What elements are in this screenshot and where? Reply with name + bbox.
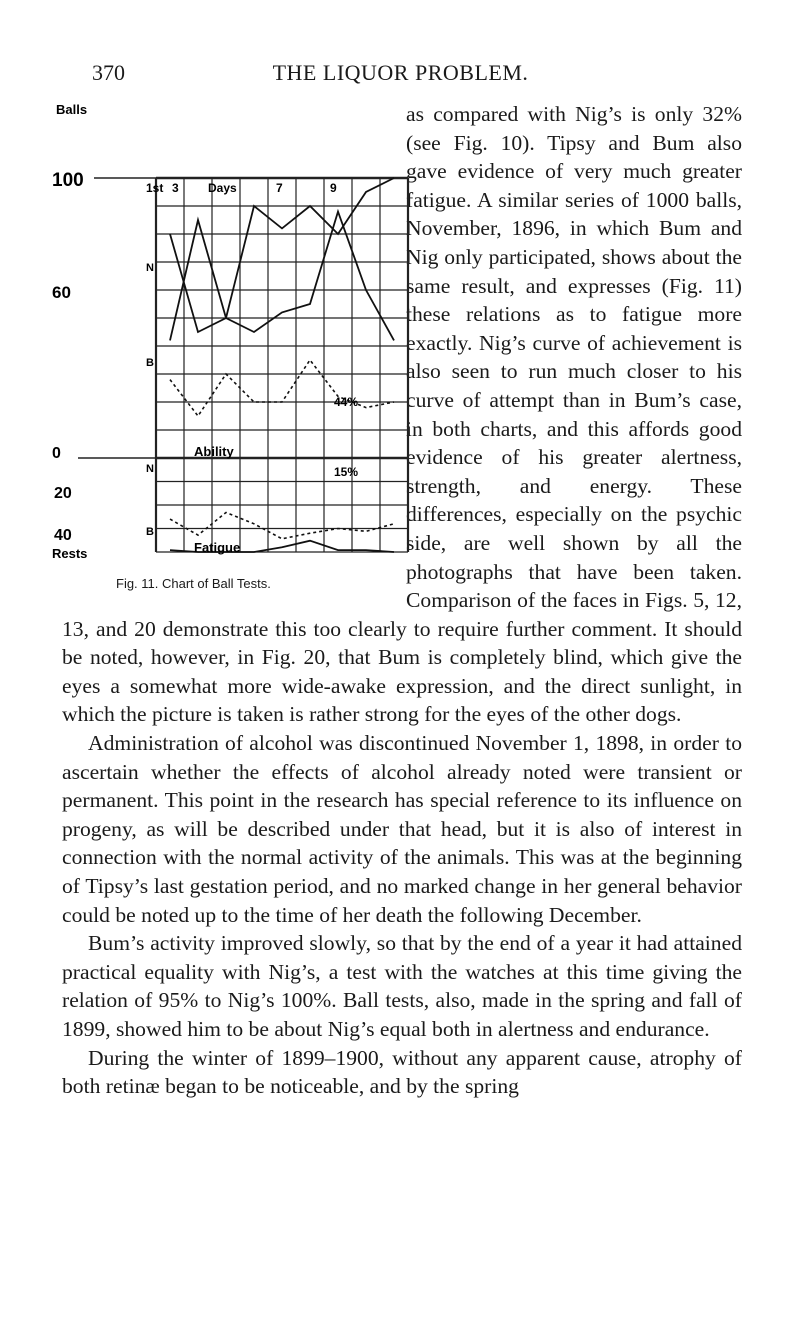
tick-label-20: 20 <box>54 485 72 502</box>
annotation-44: 44% <box>334 395 359 409</box>
series-label-bum: B <box>146 357 154 369</box>
page-header <box>0 60 801 94</box>
panel-label-fatigue: Fatigue <box>194 540 241 555</box>
panel-label-ability: Ability <box>194 444 234 459</box>
tick-label-100: 100 <box>52 170 84 191</box>
series-label-nig: N <box>146 262 154 274</box>
annotation-15: 15% <box>334 465 359 479</box>
tick-label-60: 60 <box>52 283 71 302</box>
page-body <box>52 100 742 1101</box>
column-label: 1st <box>146 181 164 195</box>
paragraph: During the winter of 1899–1900, without any apparent cause, atrophy of both retinæ began to be noticeable, and by the spring <box>62 1045 742 1099</box>
running-title: THE LIQUOR PROBLEM. <box>272 60 529 85</box>
column-label: 3 <box>172 181 179 195</box>
tick-label-40: 40 <box>54 527 72 544</box>
column-label: 7 <box>276 181 283 195</box>
tick-label-0: 0 <box>52 445 61 462</box>
ball-tests-chart <box>52 100 400 570</box>
paragraph: Bum’s activity improved slowly, so that by the end of a year it had attained practical equality with Nig’s, a test with the watches at this time giving the relation of 95% to Nig’s 100%. Ball tests, also, made in the spring and fall of 1899, showed him to be about Nig’s equal both in alertness and endurance. <box>62 931 742 1041</box>
chart-grid <box>78 178 408 552</box>
paragraph-text: as compared with Nig’s is only 32% (see Fig. 10). Tipsy and Bum also gave evidence of very much greater fatigue. A similar series of 1000 balls, November, 1896, in which Bum and Nig only participated, shows about the same result, and expresses (Fig. 11) these relations as to fatigue more exactly. Nig’s curve of achievement is also seen to run much closer to his curve of attempt than in Bum’s case, in both charts, and this affords good evidence of his greater alertness, strength, and energy. These differences, especially on the psychic side, are well shown by all the photographs that have been taken. Comparison of the faces in Figs. 5, 12, 13, and 20 demonstrate this too clearly to require further comment. It should be noted, however, in Fig. 20, that Bum is completely blind, which give the eyes a somewhat more wide-awake expression, and the direct sunlight, in which the picture is taken is rather strong for the eyes of the other dogs. <box>62 102 742 727</box>
series-label-bum: B <box>146 526 154 538</box>
page-number: 370 <box>92 60 125 85</box>
top-axis-label: Balls <box>56 102 88 117</box>
paragraph <box>52 100 742 729</box>
column-label: 9 <box>330 181 337 195</box>
column-label: Days <box>208 181 237 195</box>
attempt-curve <box>170 178 394 332</box>
bum-ability-curve <box>170 360 394 416</box>
nig-ability-curve <box>170 212 394 341</box>
bum-fatigue-curve <box>170 513 394 539</box>
bottom-axis-label: Rests <box>52 546 88 561</box>
series-label-nig: N <box>146 463 154 475</box>
figure-caption: Fig. 11. Chart of Ball Tests. <box>116 576 271 591</box>
figure-11 <box>52 100 398 600</box>
paragraph: Administration of alcohol was discontinued November 1, 1898, in order to ascertain whether the effects of alcohol already noted were transient or permanent. This point in the research has special reference to its influence on progeny, as will be described under that head, but it is also of interest in connection with the normal activity of the animals. This was at the beginning of Tipsy’s last gestation period, and no marked change in her general behavior could be noted up to the time of her death the following December. <box>62 731 742 927</box>
